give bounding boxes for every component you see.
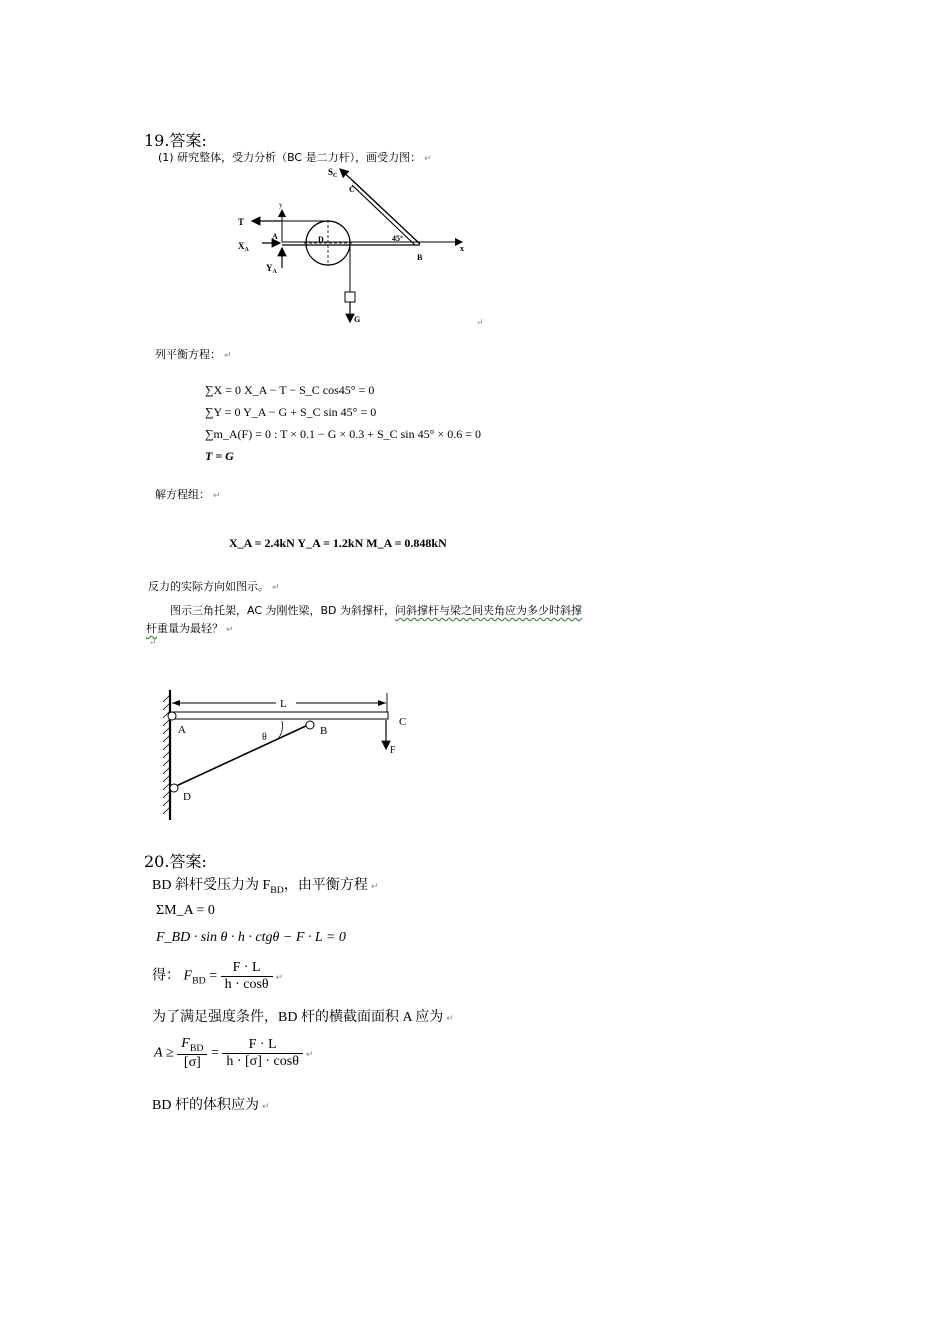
weight-block: [345, 292, 355, 302]
label-t: T: [238, 217, 245, 227]
label-f: F: [390, 745, 396, 756]
q20-truss-diagram: [150, 685, 420, 825]
q19-step1: (1) 研究整体，受力分析（BC 是二力杆），画受力图： ↵: [158, 151, 432, 164]
label-c: C: [399, 716, 407, 728]
label-y: y: [279, 201, 283, 209]
q19-eq2: ∑Y = 0 Y_A − G + S_C sin 45° = 0: [205, 405, 377, 419]
q20-eq4: A ≥ $\frac{F_{BD}}{[\sigma]}$ = $\frac{F \cdot L}{h \cdot [\sigma] \cdot \cos\theta}$ ↵: [154, 1036, 314, 1070]
q20-question-line1: 图示三角托架，AC 为刚性梁，BD 为斜撑杆，问斜撑杆与梁之间夹角应为多少时斜撑: [170, 604, 583, 617]
label-d: D: [318, 235, 324, 244]
q20-eq2: F_BD · sin θ · h · ctgθ − F · L = 0: [156, 930, 346, 945]
label-b: B: [320, 725, 328, 737]
q20-eq3: 得： $F_{BD}$ = $\frac{F \cdot L}{h \cdot \cos\theta}$ ↵: [152, 960, 284, 992]
q19-eq1: ∑X = 0 X_A − T − S_C cos45° = 0: [205, 383, 375, 397]
q20-line2: 为了满足强度条件，BD 杆的横截面面积 A 应为 ↵: [152, 1010, 454, 1025]
label-b: B: [417, 253, 423, 262]
q20-line3: BD 杆的体积应为 ↵: [152, 1098, 270, 1113]
q19-force-diagram: [230, 160, 490, 332]
q19-eq4: T = G: [205, 449, 234, 463]
q19-solve: 解方程组： ↵: [155, 488, 221, 501]
label-d: D: [183, 791, 191, 803]
label-sc: $S_C$: [328, 167, 338, 179]
beam-ac: [172, 712, 388, 719]
rod-bc: [352, 180, 420, 244]
q19-eq3: ∑m_A(F) = 0 : T × 0.1 − G × 0.3 + S_C sin 45° × 0.6 = 0: [205, 427, 481, 441]
q19-note: 反力的实际方向如图示。 ↵: [148, 580, 280, 593]
label-xa: $X_A$: [238, 241, 249, 253]
q19-list-eq: 列平衡方程： ↵: [155, 348, 232, 361]
q20-question-line2: 杆重量为最轻？ ↵: [146, 622, 234, 635]
label-ya: $Y_A$: [266, 263, 277, 275]
label-angle: 45°: [392, 234, 404, 243]
label-a: A: [178, 724, 186, 736]
label-x: x: [460, 244, 464, 253]
label-c: C: [349, 185, 355, 194]
label-a: A: [272, 232, 278, 241]
label-theta: θ: [262, 732, 267, 743]
q19-heading: 19.答案:: [144, 131, 207, 150]
q20-heading: 20.答案:: [144, 852, 207, 871]
sc-arrow: [340, 169, 352, 180]
label-l: L: [280, 698, 287, 710]
q19-result: X_A = 2.4kN Y_A = 1.2kN M_A = 0.848kN: [229, 536, 447, 550]
label-g: G: [354, 315, 361, 324]
strut-bd: [174, 725, 308, 787]
q20-eq1: ΣM_A = 0: [156, 903, 215, 918]
q20-line1: BD 斜杆受压力为 $F_{BD}$，由平衡方程 ↵: [152, 878, 379, 896]
